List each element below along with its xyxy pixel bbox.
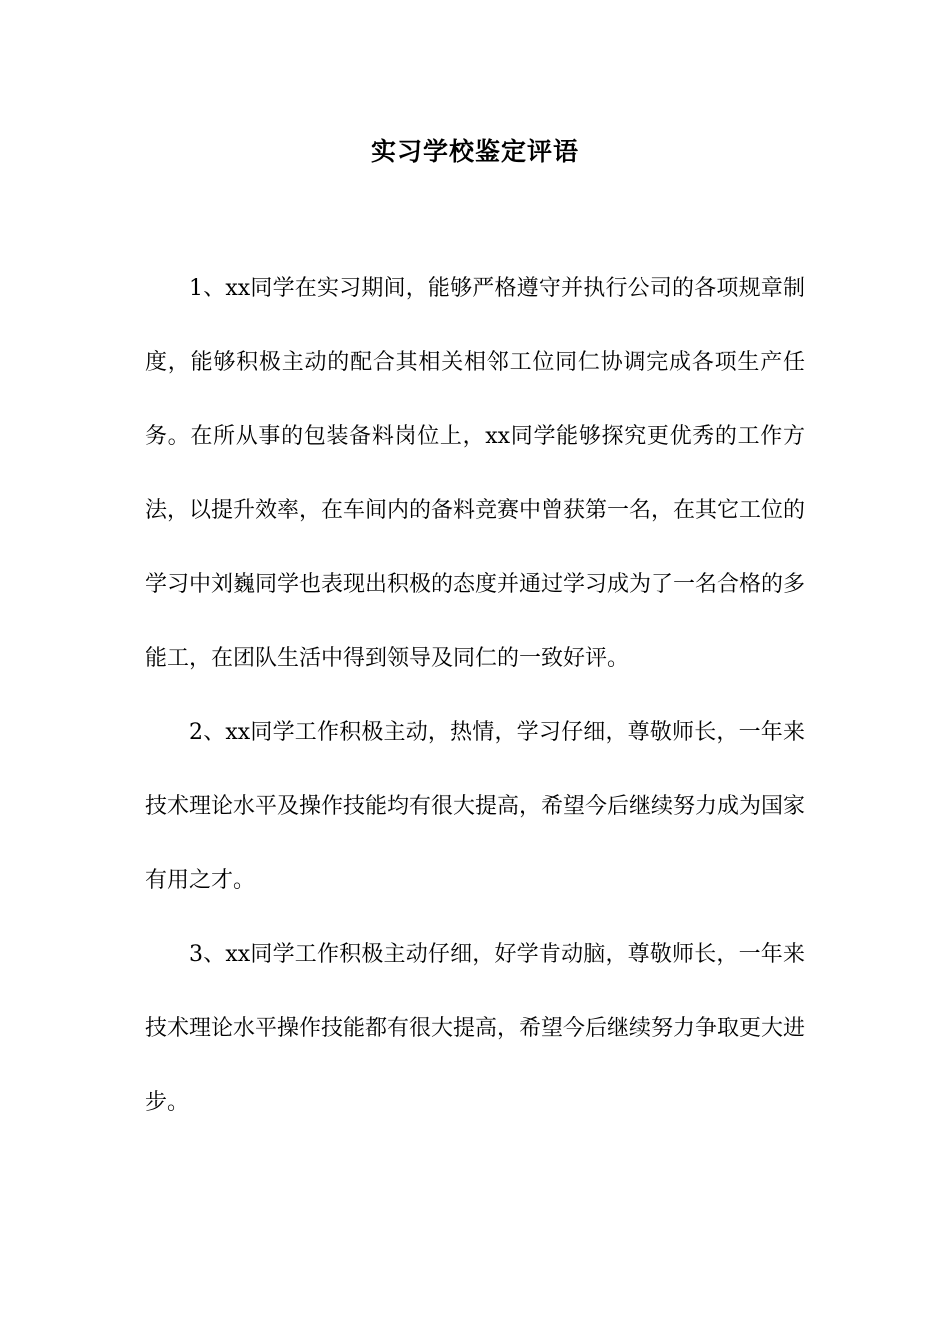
paragraph-1: 1、xx同学在实习期间，能够严格遵守并执行公司的各项规章制度，能够积极主动的配合其相关相邻工位同仁协调完成各项生产任务。在所从事的包装备料岗位上，xx同学能够探究更优秀的工作方法，以提升效率，在车间内的备料竞赛中曾获第一名，在其它工位的学习中刘巍同学也表现出积极的态度并通过学习成为了一名合格的多能工，在团队生活中得到领导及同仁的一致好评。 (145, 276, 806, 671)
document-body (145, 252, 805, 1140)
document-title: 实习学校鉴定评语 (370, 137, 579, 166)
paragraph-3: 3、xx同学工作积极主动仔细，好学肯动脑，尊敬师长，一年来技术理论水平操作技能都有很大提高，希望今后继续努力争取更大进步。 (145, 942, 806, 1115)
paragraph-2: 2、xx同学工作积极主动，热情，学习仔细，尊敬师长，一年来技术理论水平及操作技能均有很大提高，希望今后继续努力成为国家有用之才。 (145, 720, 806, 893)
